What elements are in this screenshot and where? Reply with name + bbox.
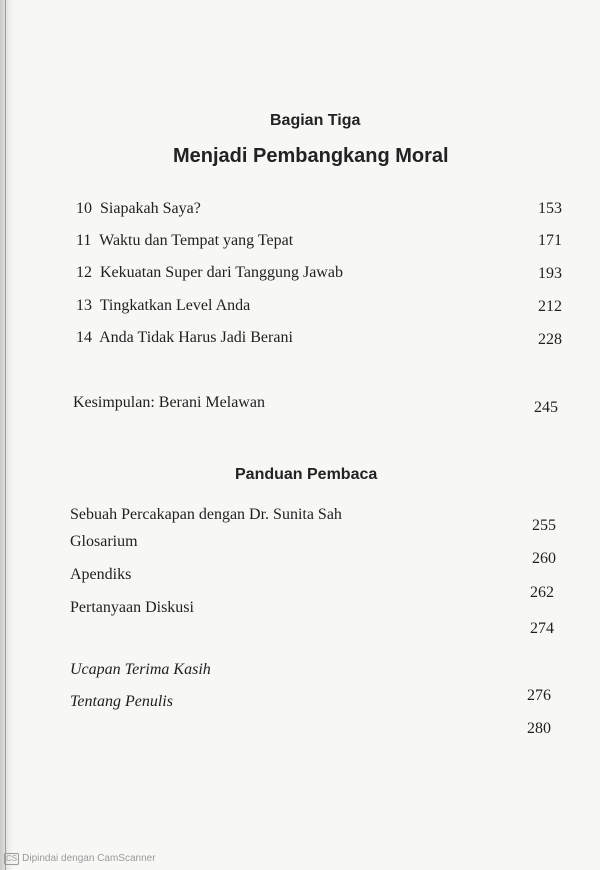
reader-guide-page-number: 255 [532, 517, 556, 534]
toc-entry [76, 200, 201, 218]
chapter-title: Kekuatan Super dari Tanggung Jawab [100, 264, 343, 281]
conclusion-page-number: 245 [534, 399, 558, 416]
page-binding-edge [0, 0, 14, 870]
chapter-title: Anda Tidak Harus Jadi Berani [99, 329, 293, 346]
reader-guide-page-number: 274 [530, 620, 554, 637]
toc-entry [76, 297, 250, 315]
toc-entry [76, 264, 343, 282]
reader-guide-title: Panduan Pembaca [235, 466, 378, 483]
reader-guide-entry: Apendiks [70, 566, 132, 583]
chapter-page-number: 153 [538, 200, 562, 217]
reader-guide-entry: Pertanyaan Diskusi [70, 599, 194, 616]
chapter-number: 11 [76, 232, 92, 249]
chapter-page-number: 228 [538, 331, 562, 348]
scanner-watermark [4, 853, 156, 865]
back-matter-page-number: 280 [527, 720, 551, 737]
back-matter-page-number: 276 [527, 687, 551, 704]
watermark-text: Dipindai dengan CamScanner [22, 853, 156, 864]
reader-guide-page-number: 260 [532, 550, 556, 567]
chapter-title: Waktu dan Tempat yang Tepat [99, 232, 294, 249]
chapter-number: 13 [76, 297, 92, 314]
toc-entry [76, 329, 293, 347]
chapter-page-number: 193 [538, 265, 562, 282]
conclusion-title: Kesimpulan: Berani Melawan [73, 394, 265, 411]
chapter-title: Siapakah Saya? [100, 200, 201, 217]
chapter-number: 14 [76, 329, 92, 346]
chapter-number: 10 [76, 200, 92, 217]
chapter-page-number: 171 [538, 232, 562, 249]
camscanner-logo-icon: CS [6, 854, 18, 863]
chapter-page-number: 212 [538, 298, 562, 315]
reader-guide-entry: Sebuah Percakapan dengan Dr. Sunita Sah [70, 506, 342, 523]
chapter-title: Tingkatkan Level Anda [99, 297, 251, 314]
reader-guide-entry: Glosarium [70, 533, 138, 550]
part-title: Menjadi Pembangkang Moral [173, 145, 449, 167]
back-matter-entry: Ucapan Terima Kasih [70, 661, 211, 678]
chapter-number: 12 [76, 264, 92, 281]
toc-entry [76, 232, 293, 250]
back-matter-entry: Tentang Penulis [70, 693, 173, 710]
part-label: Bagian Tiga [270, 112, 361, 129]
reader-guide-page-number: 262 [530, 584, 554, 601]
